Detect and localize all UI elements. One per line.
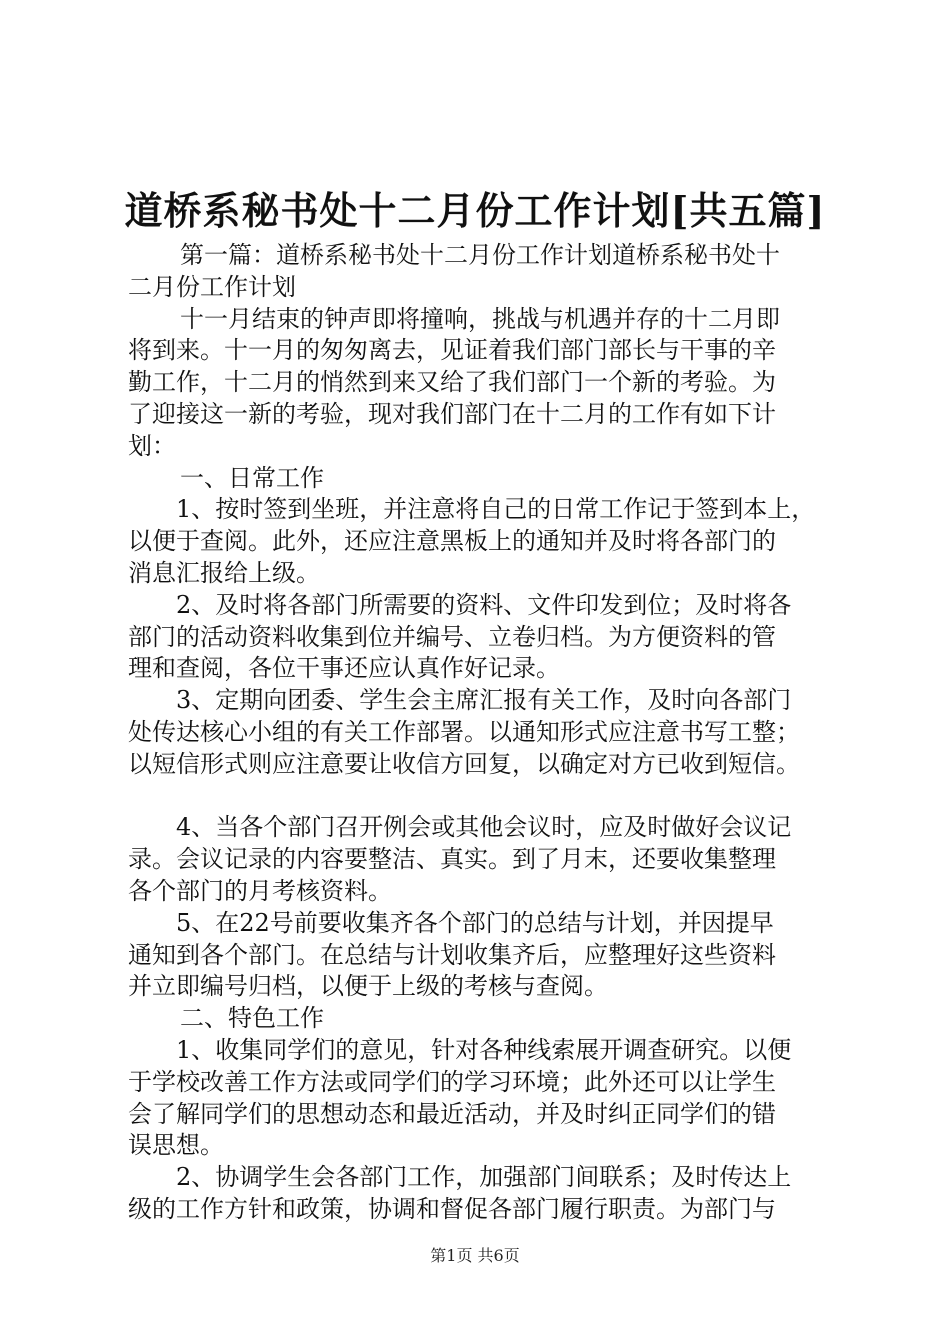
paragraph-line: 会了解同学们的思想动态和最近活动，并及时纠正同学们的错 [128,1099,776,1128]
paragraph-line: 1、收集同学们的意见，针对各种线索展开调查研究。以便 [176,1035,792,1064]
paragraph-line: 了迎接这一新的考验，现对我们部门在十二月的工作有如下计 [128,399,776,428]
paragraph-line: 级的工作方针和政策，协调和督促各部门履行职责。为部门与 [128,1194,776,1223]
paragraph-line: 2、协调学生会各部门工作，加强部门间联系；及时传达上 [176,1163,792,1192]
section-heading: 一、日常工作 [180,463,324,492]
paragraph-line: 部门的活动资料收集到位并编号、立卷归档。为方便资料的管 [128,622,776,651]
paragraph-line: 1、按时签到坐班，并注意将自己的日常工作记于签到本上， [176,495,816,524]
paragraph-line: 将到来。十一月的匆匆离去，见证着我们部门部长与干事的辛 [128,336,776,365]
page-footer: 第1页 共6页 [430,1246,520,1265]
paragraph-line: 十一月结束的钟声即将撞响，挑战与机遇并存的十二月即 [180,304,780,333]
paragraph-line: 通知到各个部门。在总结与计划收集齐后，应整理好这些资料 [128,940,776,969]
paragraph-line: 并立即编号归档，以便于上级的考核与查阅。 [128,972,608,1001]
paragraph-line: 3、定期向团委、学生会主席汇报有关工作，及时向各部门 [176,686,792,715]
paragraph-line: 理和查阅，各位干事还应认真作好记录。 [128,654,560,683]
paragraph-line: 录。会议记录的内容要整洁、真实。到了月末，还要收集整理 [128,845,776,874]
paragraph-line: 5、在22号前要收集齐各个部门的总结与计划，并因提早 [176,908,774,937]
paragraph-line: 误思想。 [128,1131,224,1160]
document-title: 道桥系秘书处十二月份工作计划[共五篇] [124,188,826,233]
paragraph-line: 2、及时将各部门所需要的资料、文件印发到位；及时将各 [176,590,792,619]
paragraph-line: 于学校改善工作方法或同学们的学习环境；此外还可以让学生 [128,1067,776,1096]
paragraph-line: 4、当各个部门召开例会或其他会议时，应及时做好会议记 [176,813,792,842]
paragraph-line: 第一篇：道桥系秘书处十二月份工作计划道桥系秘书处十 [180,241,780,269]
section-heading: 二、特色工作 [180,1004,324,1033]
paragraph-line: 各个部门的月考核资料。 [128,876,392,905]
paragraph-line: 消息汇报给上级。 [128,558,320,587]
blank-line [128,781,830,813]
paragraph-line: 二月份工作计划 [128,272,296,301]
document-body [128,240,830,1226]
paragraph-line: 以短信形式则应注意要让收信方回复，以确定对方已收到短信。 [128,749,800,778]
paragraph-line: 勤工作，十二月的悄然到来又给了我们部门一个新的考验。为 [128,368,776,397]
paragraph-line: 以便于查阅。此外，还应注意黑板上的通知并及时将各部门的 [128,527,776,556]
paragraph-line: 处传达核心小组的有关工作部署。以通知形式应注意书写工整； [128,717,800,746]
paragraph-line: 划： [128,431,176,460]
